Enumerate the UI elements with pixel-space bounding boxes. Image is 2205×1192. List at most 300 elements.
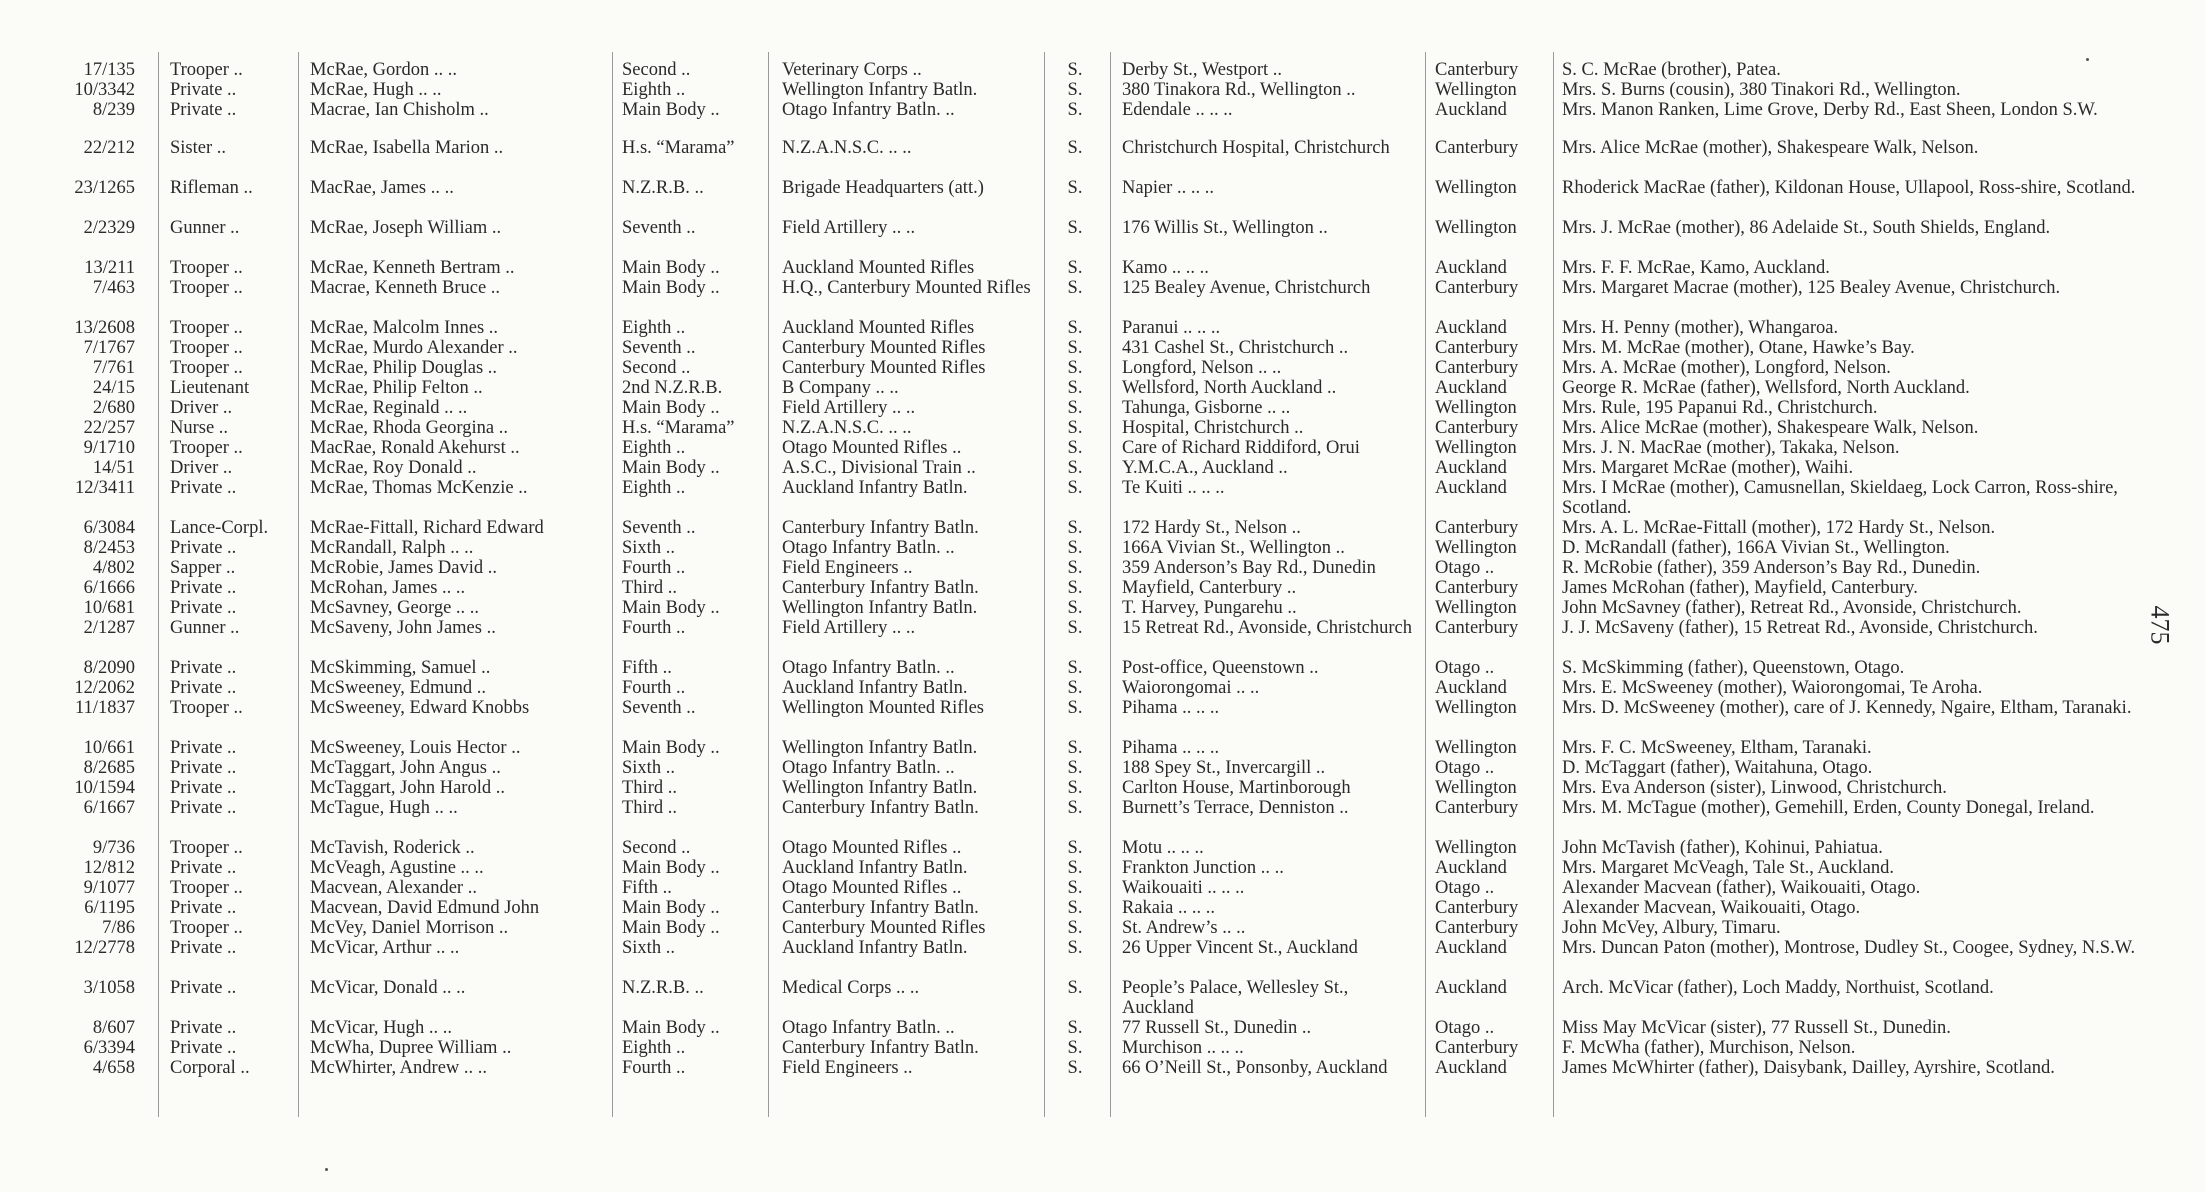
cell-draft: Fifth .. [622,658,672,678]
cell-s: S. [1067,218,1083,238]
cell-address: People’s Palace, Wellesley St., Auckland [1122,978,1349,1018]
column-rule [1425,52,1426,1117]
cell-draft: H.s. “Marama” [622,138,735,158]
cell-name: McRohan, James .. .. [310,578,466,598]
cell-draft: Main Body .. [622,398,720,418]
cell-s: S. [1067,278,1083,298]
cell-name: McTaggart, John Harold .. [310,778,505,798]
cell-address: Burnett’s Terrace, Denniston .. [1122,798,1349,818]
cell-rank: Private .. [170,758,237,778]
cell-district: Canterbury [1435,578,1519,598]
cell-num: 12/3411 [75,478,135,498]
cell-name: McRae-Fittall, Richard Edward [310,518,544,538]
cell-district: Auckland [1435,458,1507,478]
cell-district: Wellington [1435,178,1517,198]
cell-district: Auckland [1435,678,1507,698]
cell-district: Wellington [1435,698,1517,718]
cell-draft: Main Body .. [622,1018,720,1038]
cell-rank: Private .. [170,478,237,498]
cell-address: Care of Richard Riddiford, Orui [1122,438,1360,458]
cell-unit: Field Engineers .. [782,1058,913,1078]
cell-name: Macvean, Alexander .. [310,878,477,898]
cell-district: Otago .. [1435,758,1495,778]
cell-name: McRae, Philip Douglas .. [310,358,498,378]
cell-num: 8/2685 [83,758,135,778]
cell-draft: Eighth .. [622,438,686,458]
cell-rank: Private .. [170,938,237,958]
cell-address: Hospital, Christchurch .. [1122,418,1304,438]
cell-district: Canterbury [1435,518,1519,538]
cell-draft: Fourth .. [622,558,686,578]
cell-kin: Mrs. E. McSweeney (mother), Waiorongomai, Te Aroha. [1562,678,1983,698]
cell-num: 4/802 [92,558,135,578]
cell-num: 2/2329 [83,218,135,238]
cell-address: 359 Anderson’s Bay Rd., Dunedin [1122,558,1376,578]
cell-draft: Main Body .. [622,738,720,758]
cell-kin: Mrs. H. Penny (mother), Whangaroa. [1562,318,1839,338]
cell-s: S. [1067,658,1083,678]
cell-unit: Canterbury Infantry Batln. [782,578,979,598]
cell-kin: Mrs. J. McRae (mother), 86 Adelaide St., South Shields, England. [1562,218,2051,238]
cell-district: Canterbury [1435,138,1519,158]
cell-draft: Third .. [622,798,677,818]
cell-district: Otago .. [1435,878,1495,898]
cell-name: McSavney, George .. .. [310,598,480,618]
cell-unit: Otago Mounted Rifles .. [782,878,962,898]
cell-address: Post-office, Queenstown .. [1122,658,1319,678]
cell-district: Wellington [1435,398,1517,418]
cell-draft: Third .. [622,578,677,598]
cell-unit: Otago Infantry Batln. .. [782,1018,955,1038]
cell-s: S. [1067,738,1083,758]
cell-num: 2/680 [92,398,135,418]
cell-num: 7/761 [92,358,135,378]
cell-name: McRandall, Ralph .. .. [310,538,474,558]
print-speck [325,1168,328,1171]
cell-unit: Wellington Mounted Rifles [782,698,984,718]
cell-draft: Seventh .. [622,698,696,718]
cell-kin: John McSavney (father), Retreat Rd., Avonside, Christchurch. [1562,598,2022,618]
cell-unit: Brigade Headquarters (att.) [782,178,984,198]
cell-district: Wellington [1435,538,1517,558]
cell-address: Carlton House, Martinborough [1122,778,1351,798]
cell-num: 23/1265 [74,178,135,198]
cell-kin: R. McRobie (father), 359 Anderson’s Bay Rd., Dunedin. [1562,558,1981,578]
cell-district: Canterbury [1435,60,1519,80]
cell-rank: Sister .. [170,138,227,158]
cell-rank: Private .. [170,1018,237,1038]
cell-s: S. [1067,518,1083,538]
cell-draft: Sixth .. [622,938,675,958]
cell-draft: Main Body .. [622,918,720,938]
cell-s: S. [1067,558,1083,578]
cell-num: 14/51 [92,458,135,478]
cell-unit: Canterbury Infantry Batln. [782,798,979,818]
cell-rank: Trooper .. [170,918,243,938]
cell-district: Canterbury [1435,918,1519,938]
cell-draft: Main Body .. [622,598,720,618]
cell-s: S. [1067,1038,1083,1058]
cell-district: Auckland [1435,978,1507,998]
cell-unit: Wellington Infantry Batln. [782,598,978,618]
cell-kin: Mrs. Margaret McRae (mother), Waihi. [1562,458,1854,478]
cell-address: 77 Russell St., Dunedin .. [1122,1018,1312,1038]
cell-unit: Wellington Infantry Batln. [782,738,978,758]
cell-rank: Trooper .. [170,438,243,458]
cell-num: 8/239 [92,100,135,120]
cell-name: McWha, Dupree William .. [310,1038,512,1058]
cell-district: Canterbury [1435,898,1519,918]
cell-num: 24/15 [92,378,135,398]
cell-draft: 2nd N.Z.R.B. [622,378,723,398]
cell-address: St. Andrew’s .. .. [1122,918,1246,938]
cell-unit: B Company .. .. [782,378,899,398]
cell-district: Auckland [1435,1058,1507,1078]
cell-draft: Main Body .. [622,458,720,478]
cell-unit: Otago Infantry Batln. .. [782,100,955,120]
cell-district: Otago .. [1435,1018,1495,1038]
cell-num: 6/1666 [83,578,135,598]
cell-address: Paranui .. .. .. [1122,318,1221,338]
cell-num: 9/1077 [83,878,135,898]
cell-name: McVey, Daniel Morrison .. [310,918,509,938]
cell-address: Tahunga, Gisborne .. .. [1122,398,1291,418]
cell-draft: Eighth .. [622,478,686,498]
cell-num: 10/1594 [74,778,135,798]
cell-unit: Canterbury Mounted Rifles [782,358,986,378]
cell-kin: Mrs. Margaret McVeagh, Tale St., Auckland. [1562,858,1894,878]
cell-s: S. [1067,898,1083,918]
cell-district: Canterbury [1435,798,1519,818]
cell-unit: Canterbury Mounted Rifles [782,338,986,358]
cell-unit: Wellington Infantry Batln. [782,778,978,798]
cell-num: 4/658 [92,1058,135,1078]
cell-num: 8/2090 [83,658,135,678]
cell-num: 9/736 [92,838,135,858]
cell-num: 7/86 [102,918,135,938]
cell-name: McRae, Philip Felton .. [310,378,483,398]
cell-district: Auckland [1435,478,1507,498]
cell-kin: Mrs. M. McRae (mother), Otane, Hawke’s Bay. [1562,338,1915,358]
cell-unit: Otago Infantry Batln. .. [782,538,955,558]
cell-name: McVeagh, Agustine .. .. [310,858,484,878]
cell-draft: Fourth .. [622,678,686,698]
cell-rank: Private .. [170,538,237,558]
cell-kin: Mrs. J. N. MacRae (mother), Takaka, Nelson. [1562,438,1900,458]
cell-num: 8/607 [92,1018,135,1038]
cell-draft: Main Body .. [622,898,720,918]
cell-s: S. [1067,798,1083,818]
cell-rank: Gunner .. [170,618,240,638]
cell-name: McVicar, Arthur .. .. [310,938,460,958]
cell-kin: Alexander Macvean (father), Waikouaiti, Otago. [1562,878,1921,898]
cell-unit: Canterbury Infantry Batln. [782,898,979,918]
cell-s: S. [1067,838,1083,858]
cell-unit: Veterinary Corps .. [782,60,922,80]
cell-kin: D. McTaggart (father), Waitahuna, Otago. [1562,758,1873,778]
cell-kin: S. McSkimming (father), Queenstown, Otago. [1562,658,1905,678]
cell-name: McRae, Malcolm Innes .. [310,318,499,338]
page-number: 475 [2145,605,2175,645]
cell-address: Mayfield, Canterbury .. [1122,578,1297,598]
cell-draft: Seventh .. [622,338,696,358]
cell-kin: Rhoderick MacRae (father), Kildonan House, Ullapool, Ross-shire, Scotland. [1562,178,2136,198]
cell-s: S. [1067,338,1083,358]
cell-address: Pihama .. .. .. [1122,698,1220,718]
cell-s: S. [1067,918,1083,938]
cell-address: 66 O’Neill St., Ponsonby, Auckland [1122,1058,1388,1078]
cell-draft: N.Z.R.B. .. [622,178,704,198]
cell-name: McSweeney, Louis Hector .. [310,738,521,758]
cell-unit: Field Engineers .. [782,558,913,578]
cell-s: S. [1067,318,1083,338]
cell-address: 380 Tinakora Rd., Wellington .. [1122,80,1356,100]
column-rule [768,52,769,1117]
cell-kin: Mrs. Rule, 195 Papanui Rd., Christchurch. [1562,398,1878,418]
cell-district: Canterbury [1435,418,1519,438]
cell-num: 8/2453 [83,538,135,558]
cell-address: 172 Hardy St., Nelson .. [1122,518,1301,538]
cell-rank: Trooper .. [170,698,243,718]
cell-draft: H.s. “Marama” [622,418,735,438]
cell-draft: Main Body .. [622,100,720,120]
cell-unit: Auckland Infantry Batln. [782,678,968,698]
cell-kin: Mrs. Eva Anderson (sister), Linwood, Christchurch. [1562,778,1947,798]
cell-name: McSaveny, John James .. [310,618,496,638]
cell-num: 10/681 [83,598,135,618]
cell-district: Auckland [1435,100,1507,120]
cell-kin: James McWhirter (father), Daisybank, Dailley, Ayrshire, Scotland. [1562,1058,2055,1078]
cell-num: 10/661 [83,738,135,758]
cell-s: S. [1067,398,1083,418]
cell-s: S. [1067,858,1083,878]
cell-s: S. [1067,598,1083,618]
cell-unit: Otago Mounted Rifles .. [782,838,962,858]
cell-rank: Gunner .. [170,218,240,238]
cell-num: 6/3084 [83,518,135,538]
cell-district: Canterbury [1435,358,1519,378]
cell-num: 22/212 [83,138,135,158]
cell-s: S. [1067,978,1083,998]
cell-num: 12/2778 [74,938,135,958]
cell-name: Macvean, David Edmund John [310,898,540,918]
cell-s: S. [1067,778,1083,798]
cell-district: Auckland [1435,258,1507,278]
cell-name: McRae, Rhoda Georgina .. [310,418,508,438]
cell-draft: Main Body .. [622,858,720,878]
cell-unit: Canterbury Infantry Batln. [782,1038,979,1058]
cell-kin: Mrs. S. Burns (cousin), 380 Tinakori Rd., Wellington. [1562,80,1961,100]
cell-kin: George R. McRae (father), Wellsford, North Auckland. [1562,378,1970,398]
cell-draft: Eighth .. [622,1038,686,1058]
cell-draft: N.Z.R.B. .. [622,978,704,998]
cell-rank: Private .. [170,1038,237,1058]
column-rule [612,52,613,1117]
cell-kin: Mrs. F. F. McRae, Kamo, Auckland. [1562,258,1830,278]
cell-district: Auckland [1435,938,1507,958]
cell-s: S. [1067,178,1083,198]
cell-address: Y.M.C.A., Auckland .. [1122,458,1288,478]
cell-s: S. [1067,378,1083,398]
cell-district: Auckland [1435,318,1507,338]
cell-draft: Main Body .. [622,258,720,278]
cell-district: Wellington [1435,598,1517,618]
column-rule [158,52,159,1117]
cell-unit: H.Q., Canterbury Mounted Rifles [782,278,1031,298]
cell-s: S. [1067,538,1083,558]
cell-unit: Auckland Mounted Rifles [782,258,975,278]
cell-address: Edendale .. .. .. [1122,100,1233,120]
cell-district: Otago .. [1435,658,1495,678]
cell-address: Longford, Nelson .. .. [1122,358,1282,378]
cell-unit: Field Artillery .. .. [782,218,916,238]
cell-num: 17/135 [83,60,135,80]
cell-s: S. [1067,418,1083,438]
cell-rank: Driver .. [170,458,233,478]
cell-address: Napier .. .. .. [1122,178,1214,198]
cell-unit: Field Artillery .. .. [782,398,916,418]
cell-address: 15 Retreat Rd., Avonside, Christchurch [1122,618,1412,638]
cell-draft: Seventh .. [622,518,696,538]
cell-unit: Canterbury Mounted Rifles [782,918,986,938]
cell-unit: N.Z.A.N.S.C. .. .. [782,418,912,438]
cell-s: S. [1067,100,1083,120]
cell-address: 26 Upper Vincent St., Auckland [1122,938,1358,958]
cell-rank: Trooper .. [170,358,243,378]
cell-rank: Private .. [170,798,237,818]
cell-rank: Rifleman .. [170,178,253,198]
cell-rank: Private .. [170,598,237,618]
cell-num: 3/1058 [83,978,135,998]
cell-unit: A.S.C., Divisional Train .. [782,458,976,478]
cell-rank: Trooper .. [170,838,243,858]
cell-address: Wellsford, North Auckland .. [1122,378,1337,398]
cell-name: McSweeney, Edward Knobbs [310,698,530,718]
cell-address: Derby St., Westport .. [1122,60,1283,80]
column-rule [1110,52,1111,1117]
cell-draft: Eighth .. [622,318,686,338]
cell-kin: Mrs. Manon Ranken, Lime Grove, Derby Rd., East Sheen, London S.W. [1562,100,2098,120]
cell-name: Macrae, Kenneth Bruce .. [310,278,501,298]
cell-num: 12/2062 [74,678,135,698]
cell-unit: Field Artillery .. .. [782,618,916,638]
cell-rank: Private .. [170,658,237,678]
cell-kin: Mrs. Alice McRae (mother), Shakespeare Walk, Nelson. [1562,418,1979,438]
cell-district: Canterbury [1435,278,1519,298]
cell-s: S. [1067,618,1083,638]
cell-draft: Sixth .. [622,538,675,558]
cell-s: S. [1067,1058,1083,1078]
cell-unit: Otago Infantry Batln. .. [782,658,955,678]
cell-name: McVicar, Hugh .. .. [310,1018,453,1038]
cell-s: S. [1067,878,1083,898]
cell-unit: Wellington Infantry Batln. [782,80,978,100]
cell-rank: Lance-Corpl. [170,518,269,538]
cell-draft: Fourth .. [622,1058,686,1078]
cell-name: McRae, Kenneth Bertram .. [310,258,515,278]
cell-s: S. [1067,438,1083,458]
cell-name: McRae, Hugh .. .. [310,80,442,100]
cell-draft: Eighth .. [622,80,686,100]
column-rule [298,52,299,1117]
cell-draft: Second .. [622,358,691,378]
cell-unit: Auckland Infantry Batln. [782,938,968,958]
cell-s: S. [1067,758,1083,778]
cell-draft: Second .. [622,60,691,80]
cell-name: McWhirter, Andrew .. .. [310,1058,488,1078]
cell-num: 12/812 [83,858,135,878]
cell-rank: Private .. [170,858,237,878]
cell-name: McRobie, James David .. [310,558,498,578]
cell-s: S. [1067,358,1083,378]
cell-num: 6/3394 [83,1038,135,1058]
cell-s: S. [1067,938,1083,958]
cell-address: T. Harvey, Pungarehu .. [1122,598,1297,618]
cell-draft: Seventh .. [622,218,696,238]
cell-s: S. [1067,578,1083,598]
cell-rank: Private .. [170,100,237,120]
cell-num: 7/1767 [83,338,135,358]
cell-name: McRae, Murdo Alexander .. [310,338,518,358]
cell-rank: Trooper .. [170,258,243,278]
cell-draft: Sixth .. [622,758,675,778]
cell-num: 11/1837 [75,698,135,718]
cell-kin: D. McRandall (father), 166A Vivian St., Wellington. [1562,538,1950,558]
cell-s: S. [1067,80,1083,100]
cell-address: Motu .. .. .. [1122,838,1204,858]
cell-kin: John McVey, Albury, Timaru. [1562,918,1781,938]
cell-address: Christchurch Hospital, Christchurch [1122,138,1390,158]
cell-rank: Nurse .. [170,418,229,438]
cell-kin: F. McWha (father), Murchison, Nelson. [1562,1038,1856,1058]
cell-kin: Mrs. I McRae (mother), Camusnellan, Skieldaeg, Lock Carron, Ross-shire, Scotland. [1562,478,2118,518]
cell-district: Otago .. [1435,558,1495,578]
cell-kin: John McTavish (father), Kohinui, Pahiatua. [1562,838,1883,858]
cell-name: McSkimming, Samuel .. [310,658,491,678]
cell-unit: Medical Corps .. .. [782,978,920,998]
cell-kin: Mrs. M. McTague (mother), Gemehill, Erden, County Donegal, Ireland. [1562,798,2095,818]
cell-rank: Trooper .. [170,60,243,80]
cell-name: McTavish, Roderick .. [310,838,475,858]
cell-num: 6/1667 [83,798,135,818]
cell-rank: Driver .. [170,398,233,418]
cell-district: Canterbury [1435,618,1519,638]
cell-s: S. [1067,258,1083,278]
cell-s: S. [1067,1018,1083,1038]
cell-rank: Lieutenant [170,378,250,398]
cell-district: Wellington [1435,80,1517,100]
cell-s: S. [1067,138,1083,158]
cell-draft: Fourth .. [622,618,686,638]
cell-district: Auckland [1435,378,1507,398]
cell-district: Wellington [1435,218,1517,238]
cell-rank: Trooper .. [170,878,243,898]
cell-s: S. [1067,60,1083,80]
cell-district: Canterbury [1435,1038,1519,1058]
cell-rank: Trooper .. [170,338,243,358]
cell-rank: Trooper .. [170,278,243,298]
cell-name: McRae, Isabella Marion .. [310,138,504,158]
cell-kin: Mrs. Margaret Macrae (mother), 125 Bealey Avenue, Christchurch. [1562,278,2061,298]
cell-kin: Mrs. D. McSweeney (mother), care of J. Kennedy, Ngaire, Eltham, Taranaki. [1562,698,2132,718]
cell-num: 2/1287 [83,618,135,638]
cell-unit: N.Z.A.N.S.C. .. .. [782,138,912,158]
cell-name: McTague, Hugh .. .. [310,798,458,818]
cell-name: McRae, Reginald .. .. [310,398,468,418]
cell-kin: Arch. McVicar (father), Loch Maddy, Northuist, Scotland. [1562,978,1994,998]
cell-district: Wellington [1435,838,1517,858]
cell-kin: S. C. McRae (brother), Patea. [1562,60,1781,80]
